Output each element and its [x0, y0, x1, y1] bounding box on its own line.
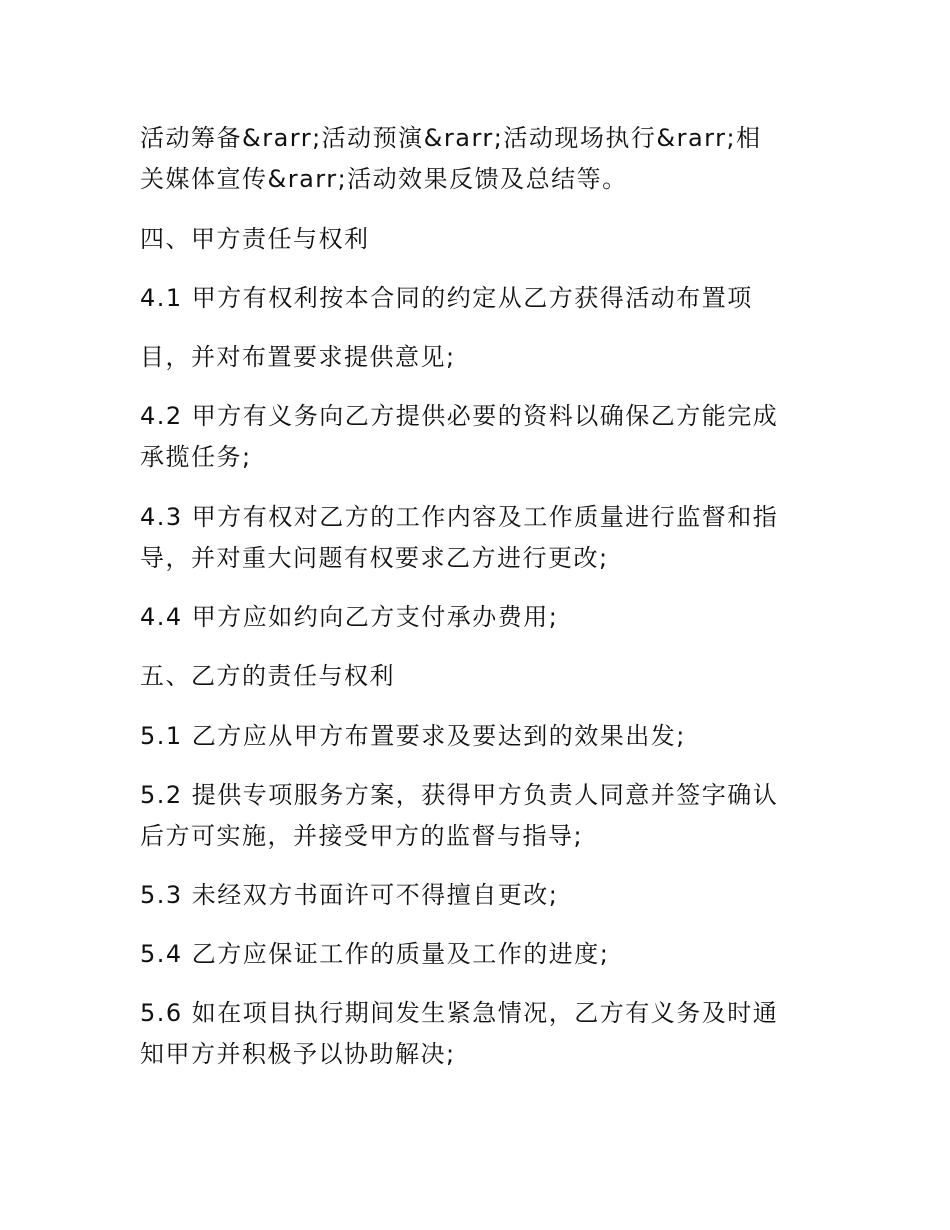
section-heading: 四、甲方责任与权利: [140, 225, 370, 253]
clause-line: 承揽任务;: [140, 443, 252, 471]
clause-line: 知甲方并积极予以协助解决;: [140, 1040, 456, 1068]
clause-line: 5.3 未经双方书面许可不得擅自更改;: [140, 881, 559, 909]
paragraph-line: 关媒体宣传&rarr;活动效果反馈及总结等。: [140, 165, 628, 193]
clause-line: 目，并对布置要求提供意见;: [140, 343, 456, 371]
clause-line: 5.2 提供专项服务方案，获得甲方负责人同意并签字确认: [140, 781, 779, 809]
clause-line: 4.1 甲方有权利按本合同的约定从乙方获得活动布置项: [140, 284, 753, 312]
clause-line: 5.4 乙方应保证工作的质量及工作的进度;: [140, 940, 610, 968]
paragraph-line: 活动筹备&rarr;活动预演&rarr;活动现场执行&rarr;相: [140, 124, 762, 152]
clause-line: 5.1 乙方应从甲方布置要求及要达到的效果出发;: [140, 722, 686, 750]
clause-line: 导，并对重大问题有权要求乙方进行更改;: [140, 544, 609, 572]
section-heading: 五、乙方的责任与权利: [140, 662, 395, 690]
clause-line: 4.2 甲方有义务向乙方提供必要的资料以确保乙方能完成: [140, 402, 779, 430]
clause-line: 4.4 甲方应如约向乙方支付承办费用;: [140, 603, 559, 631]
clause-line: 5.6 如在项目执行期间发生紧急情况，乙方有义务及时通: [140, 999, 779, 1027]
clause-line: 4.3 甲方有权对乙方的工作内容及工作质量进行监督和指: [140, 503, 779, 531]
clause-line: 后方可实施，并接受甲方的监督与指导;: [140, 822, 584, 850]
